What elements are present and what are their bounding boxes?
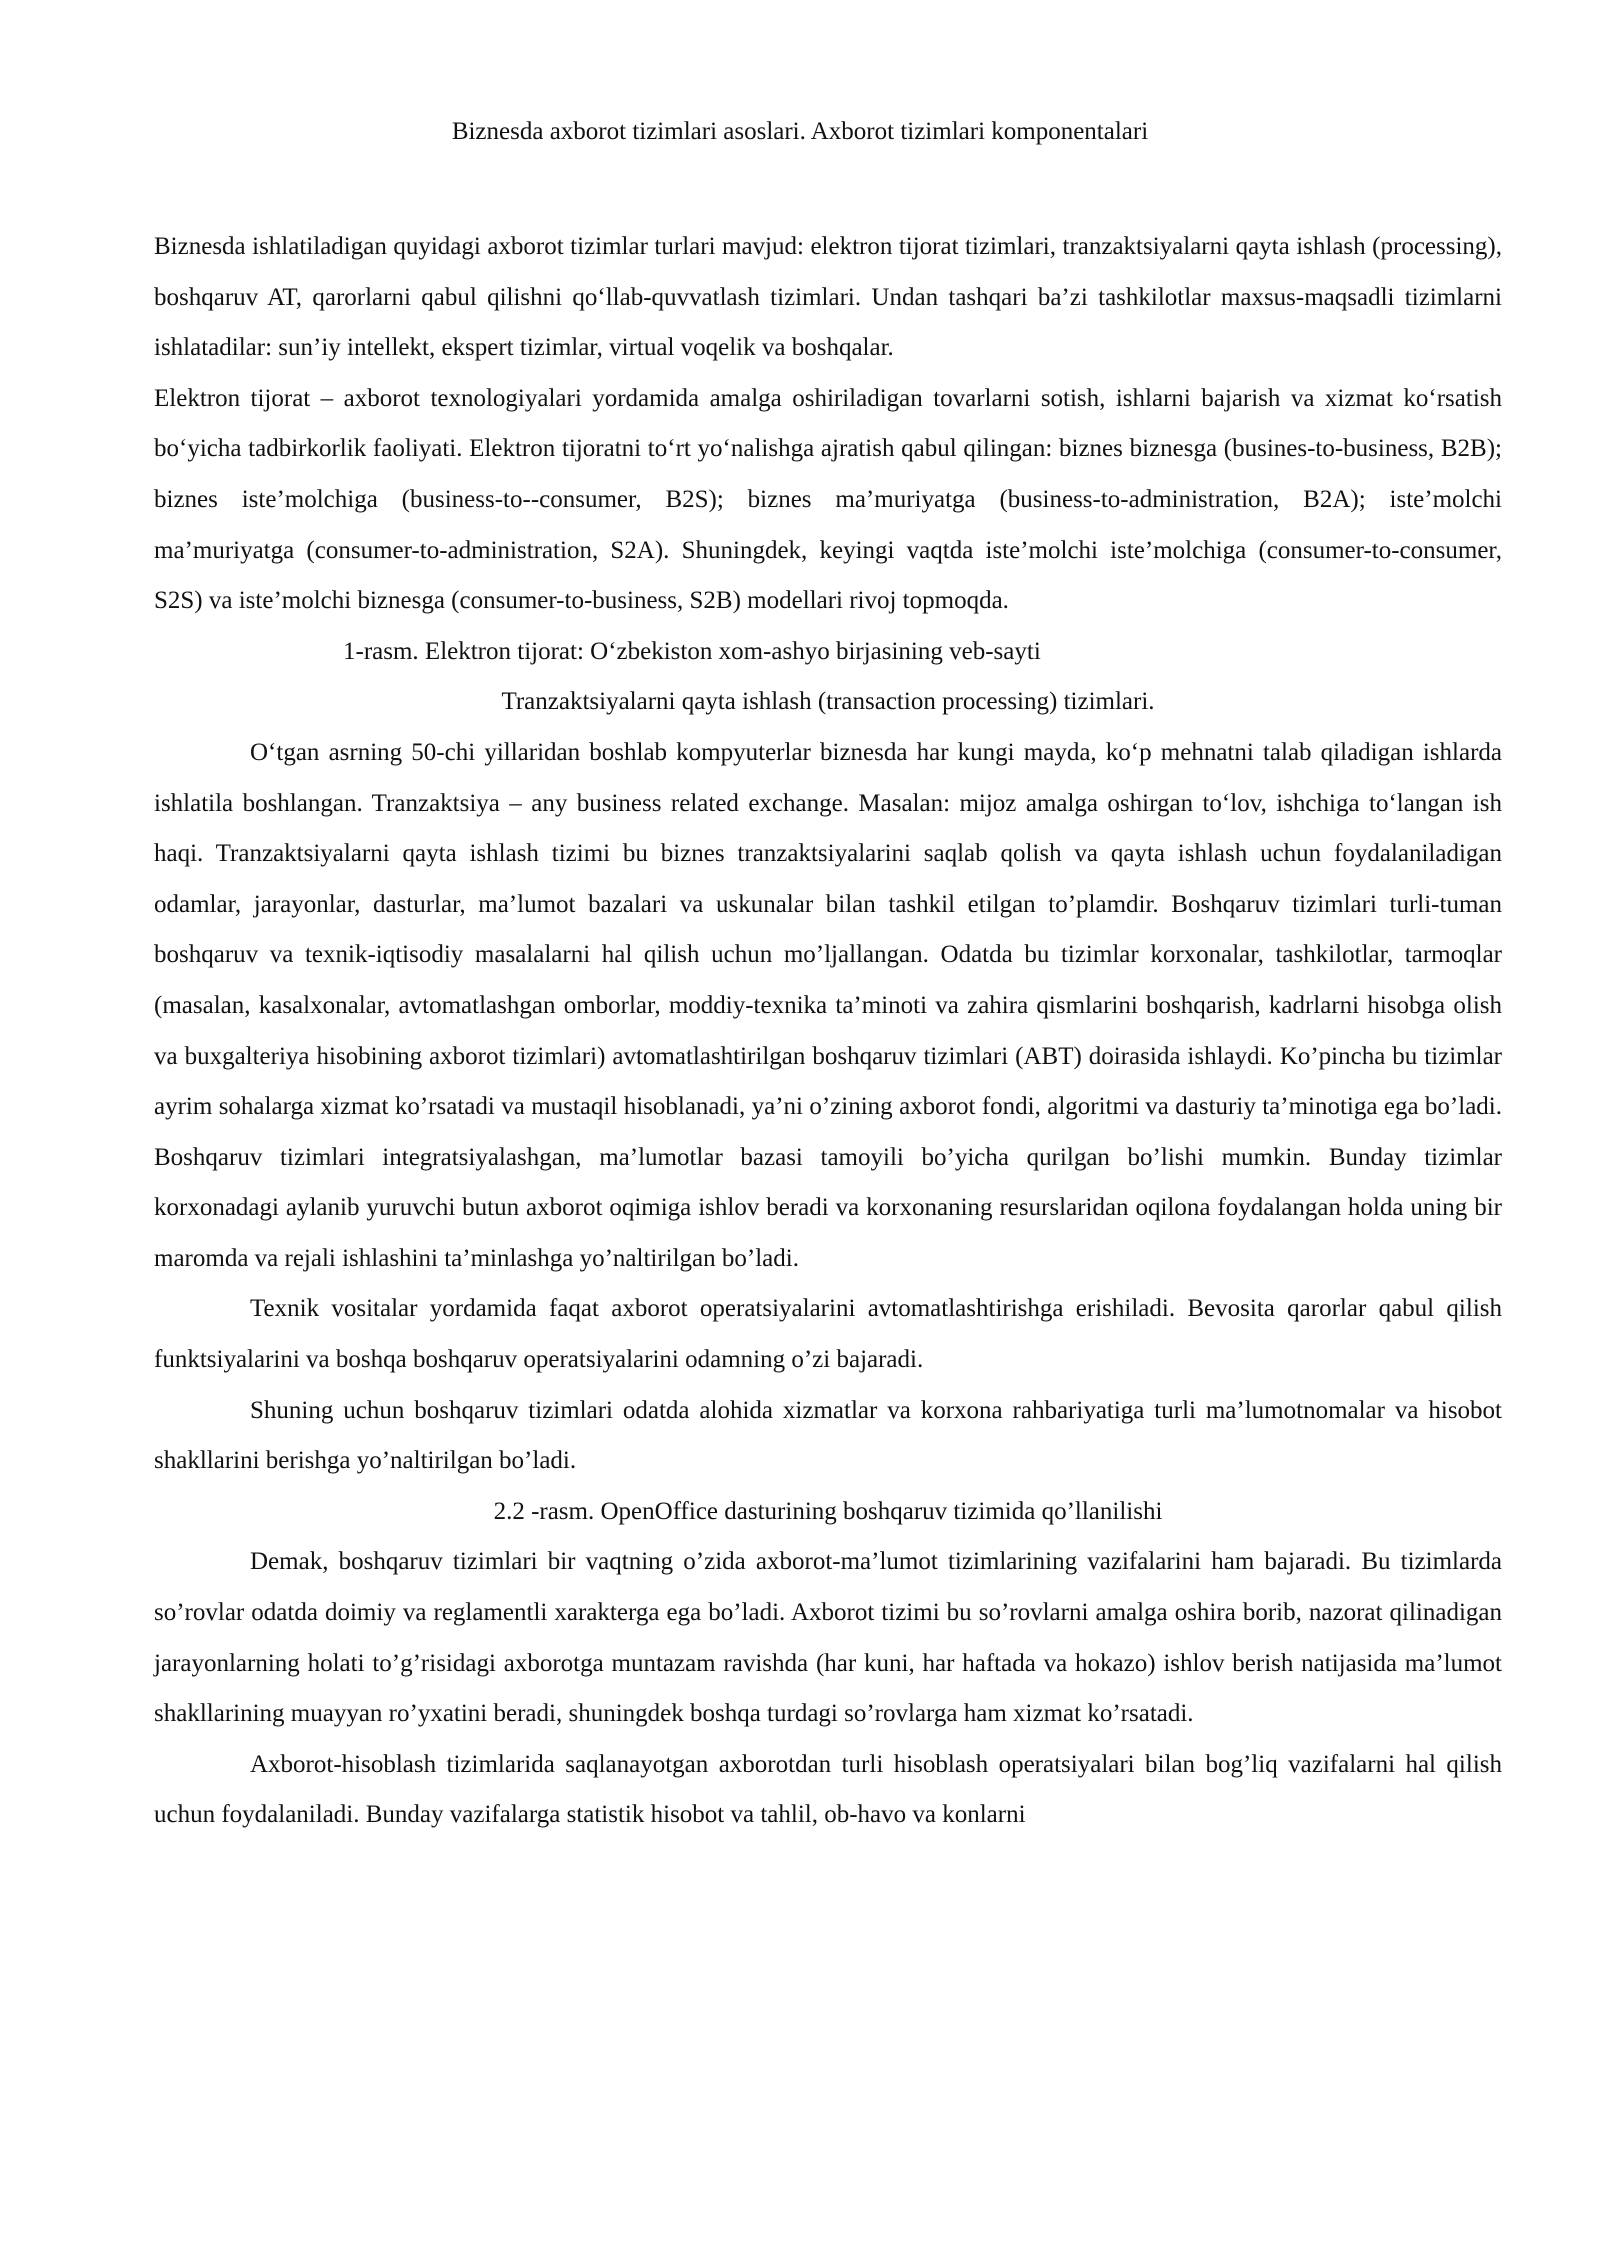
paragraph-e-commerce: Elektron tijorat – axborot texnologiyalari yordamida amalga oshiriladigan tovarlarni sotish, ishlarni bajarish va xizmat ko‘rsatish bo‘yicha tadbirkorlik faoliyati. Elektron tijoratni to‘rt yo‘nalishga ajratish qabul qilingan: biznes biznesga (busines-to-business, B2B); biznes iste’molchiga (business-to--consumer, B2S); biznes ma’muriyatga (business-to-administration, B2A); iste’molchi ma’muriyatga (consumer-to-administration, S2A). Shuningdek, keyingi vaqtda iste’molchi iste’molchiga (consumer-to-consumer, S2S) va iste’molchi biznesga (consumer-to-business, S2B) modellari rivoj topmoqda. [154,384,1502,615]
figure-caption-2-2: 2.2 -rasm. OpenOffice dasturining boshqaruv tizimida qo’llanilishi [493,1497,1163,1525]
paragraph-info-reference: Demak, boshqaruv tizimlari bir vaqtning o’zida axborot-ma’lumot tizimlarining vazifalarini ham bajaradi. Bu tizimlarda so’rovlar odatda doimiy va reglamentli xarakterga ega bo’ladi. Axborot tizimi bu so’rovlarni amalga oshira borib, nazorat qilinadigan jarayonlarning holati to’g’risidagi axborotga muntazam ravishda (har kuni, har haftada va hokazo) ishlov berish natijasida ma’lumot shakllarining muayyan ro’yxatini beradi, shuningdek boshqa turdagi so’rovlarga ham xizmat ko’rsatadi. [154,1548,1502,1728]
paragraph-info-systems-types: Biznesda ishlatiladigan quyidagi axborot tizimlar turlari mavjud: elektron tijorat tizimlari, tranzaktsiyalarni qayta ishlash (processing), boshqaruv AT, qarorlarni qabul qilishni qo‘llab-quvvatlash tizimlari. Undan tashqari ba’zi tashkilotlar maxsus-maqsadli tizimlarni ishlatadilar: sun’iy intellekt, ekspert tizimlar, virtual voqelik va boshqalar. [154,233,1502,362]
paragraph-technical-means: Texnik vositalar yordamida faqat axborot operatsiyalarini avtomatlashtirishga erishiladi. Bevosita qarorlar qabul qilish funktsiyalarini va boshqa boshqaruv operatsiyalarini odamning o’zi bajaradi. [154,1295,1502,1374]
paragraph-computing-systems: Axborot-hisoblash tizimlarida saqlanayotgan axborotdan turli hisoblash operatsiyalari bilan bog’liq vazifalarni hal qilish uchun foydalaniladi. Bunday vazifalarga statistik hisobot va tahlil, ob-havo va konlarni [154,1750,1502,1829]
figure-caption-1: 1-rasm. Elektron tijorat: O‘zbekiston xom-ashyo birjasining veb-sayti [343,637,1041,665]
document-title: Biznesda axborot tizimlari asoslari. Axborot tizimlari komponentalari [451,118,1149,145]
document-body [154,222,1502,1841]
section-heading-transaction-processing: Tranzaktsiyalarni qayta ishlash (transaction processing) tizimlari. [501,688,1155,716]
paragraph-management-systems: Shuning uchun boshqaruv tizimlari odatda alohida xizmatlar va korxona rahbariyatiga turli ma’lumotnomalar va hisobot shakllarini berishga yo’naltirilgan bo’ladi. [154,1396,1502,1475]
paragraph-transaction-processing: O‘tgan asrning 50-chi yillaridan boshlab kompyuterlar biznesda har kungi mayda, ko‘p mehnatni talab qiladigan ishlarda ishlatila boshlangan. Tranzaktsiya – any business related exchange. Masalan: mijoz amalga oshirgan to‘lov, ishchiga to‘langan ish haqi. Tranzaktsiyalarni qayta ishlash tizimi bu biznes tranzaktsiyalarini saqlab qolish va qayta ishlash uchun foydalaniladigan odamlar, jarayonlar, dasturlar, ma’lumot bazalari va uskunalar bilan tashkil etilgan to’plamdir. Boshqaruv tizimlari turli-tuman boshqaruv va texnik-iqtisodiy masalalarni hal qilish uchun mo’ljallangan. Odatda bu tizimlar korxonalar, tashkilotlar, tarmoqlar (masalan, kasalxonalar, avtomatlashgan omborlar, moddiy-texnika ta’minoti va zahira qismlarini boshqarish, kadrlarni hisobga olish va buxgalteriya hisobining axborot tizimlari) avtomatlashtirilgan boshqaruv tizimlari (ABT) doirasida ishlaydi. Ko’pincha bu tizimlar ayrim sohalarga xizmat ko’rsatadi va mustaqil hisoblanadi, ya’ni o’zining axborot fondi, algoritmi va dasturiy ta’minotiga ega bo’ladi. Boshqaruv tizimlari integratsiyalashgan, ma’lumotlar bazasi tamoyili bo’yicha qurilgan bo’lishi mumkin. Bunday tizimlar korxonadagi aylanib yuruvchi butun axborot oqimiga ishlov beradi va korxonaning resurslaridan oqilona foydalangan holda uning bir maromda va rejali ishlashini ta’minlashga yo’naltirilgan bo’ladi. [154,738,1502,1272]
